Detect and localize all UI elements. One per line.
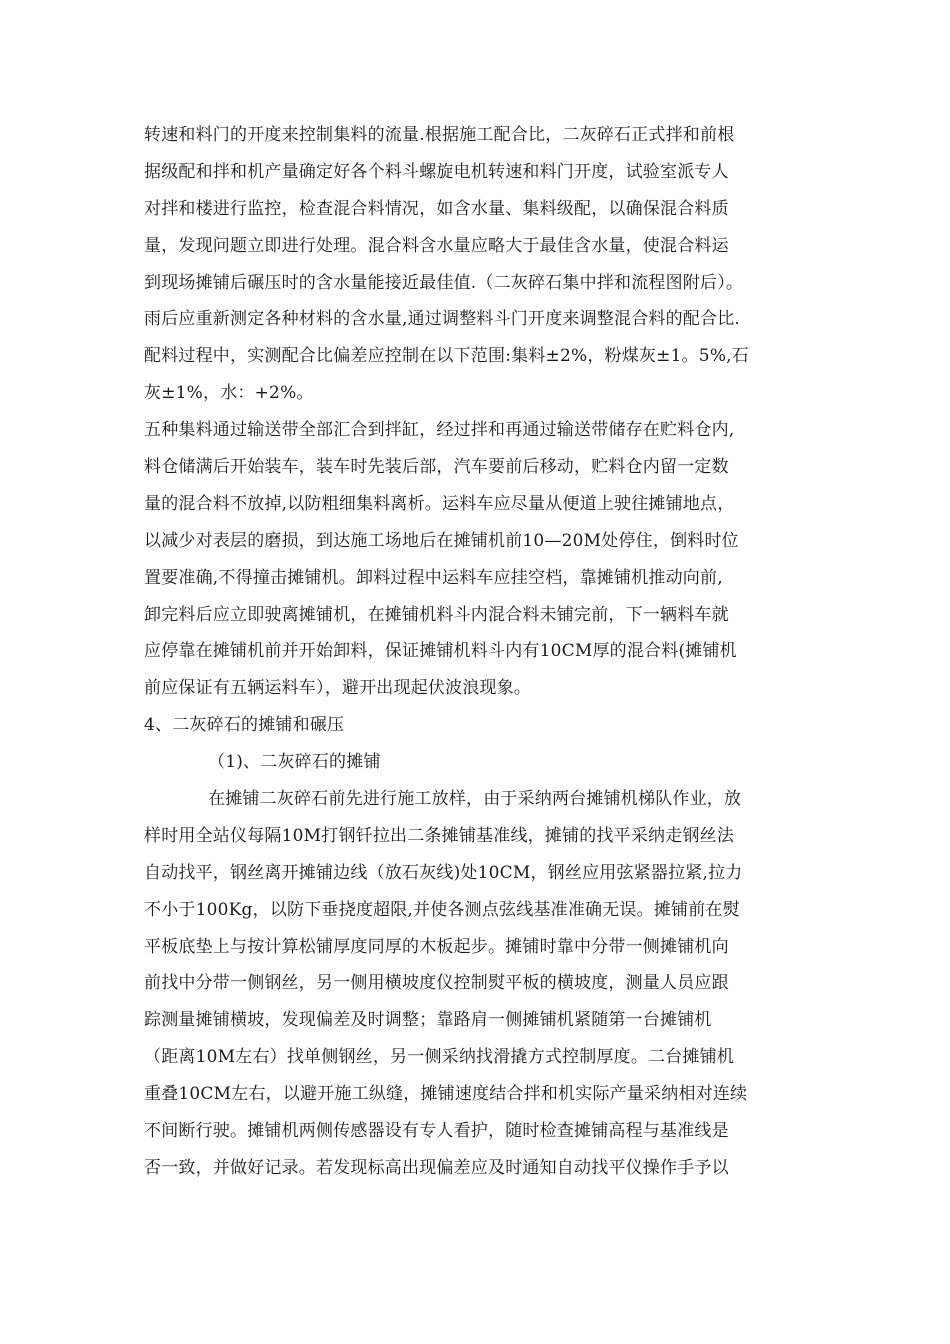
text-line: 前找中分带一侧钢丝，另一侧用横坡度仪控制熨平板的横坡度，测量人员应跟 xyxy=(144,973,729,994)
text-line: 量，发现问题立即进行处理。混合料含水量应略大于最佳含水量，使混合料运 xyxy=(144,235,729,256)
text-line: 置要准确,不得撞击摊铺机。卸料过程中运料车应挂空档，靠摊铺机推动向前, xyxy=(144,567,723,588)
text-line: 配料过程中，实测配合比偏差应控制在以下范围:集料±2%，粉煤灰±1。5%,石 xyxy=(144,346,749,367)
text-line: 五种集料通过输送带全部汇合到拌缸，经过拌和再通过输送带储存在贮料仓内, xyxy=(144,420,735,441)
text-line: 雨后应重新测定各种材料的含水量,通过调整料斗门开度来调整混合料的配合比. xyxy=(144,309,741,330)
text-line: 踪测量摊铺横坡，发现偏差及时调整；靠路肩一侧摊铺机紧随第一台摊铺机 xyxy=(144,1010,712,1031)
text-line: 应停靠在摊铺机前并开始卸料，保证摊铺机料斗内有10CM厚的混合料(摊铺机 xyxy=(144,641,737,662)
text-line: 前应保证有五辆运料车），避开出现起伏波浪现象。 xyxy=(144,678,532,699)
text-line: 自动找平，钢丝离开摊铺边线（放石灰线)处10CM，钢丝应用弦紧器拉紧,拉力 xyxy=(144,862,743,883)
section-heading: 4、二灰碎石的摊铺和碾压 xyxy=(144,715,345,736)
text-line: 样时用全站仪每隔10M打钢钎拉出二条摊铺基准线，摊铺的找平采纳走钢丝法 xyxy=(144,825,735,846)
text-line: 在摊铺二灰碎石前先进行施工放样，由于采纳两台摊铺机梯队作业，放 xyxy=(208,789,742,810)
text-line: 到现场摊铺后碾压时的含水量能接近最佳值.（二灰碎石集中拌和流程图附后）。 xyxy=(144,272,744,293)
text-line: 以减少对表层的磨损，到达施工场地后在摊铺机前10—20M处停住，倒料时位 xyxy=(144,530,739,551)
text-line: （距离10M左右）找单侧钢丝，另一侧采纳找滑撬方式控制厚度。二台摊铺机 xyxy=(144,1047,735,1068)
text-line: 否一致，并做好记录。若发现标高出现偏差应及时通知自动找平仪操作手予以 xyxy=(144,1157,729,1178)
text-line: 料仓储满后开始装车，装车时先装后部，汽车要前后移动，贮料仓内留一定数 xyxy=(144,457,729,478)
subsection-heading: （1)、二灰碎石的摊铺 xyxy=(208,752,381,773)
text-line: 重叠10CM左右，以避开施工纵缝，摊铺速度结合拌和机实际产量采纳相对连续 xyxy=(144,1084,748,1105)
document-body xyxy=(144,117,824,1187)
text-line: 转速和料门的开度来控制集料的流量.根据施工配合比，二灰碎石正式拌和前根 xyxy=(144,125,735,145)
text-line: 不小于100Kg，以防下垂挠度超限,并使各测点弦线基准准确无误。摊铺前在熨 xyxy=(144,899,740,920)
text-line: 对拌和楼进行监控，检查混合料情况，如含水量、集料级配，以确保混合料质 xyxy=(144,198,729,219)
text-line: 平板底垫上与按计算松铺厚度同厚的木板起步。摊铺时靠中分带一侧摊铺机向 xyxy=(144,936,729,957)
text-line: 据级配和拌和机产量确定好各个料斗螺旋电机转速和料门开度，试验室派专人 xyxy=(144,161,729,182)
text-line: 量的混合料不放掉,以防粗细集料离析。运料车应尽量从便道上驶往摊铺地点， xyxy=(144,493,735,514)
text-line: 不间断行驶。摊铺机两侧传感器设有专人看护，随时检查摊铺高程与基准线是 xyxy=(144,1121,729,1142)
text-line: 灰±1%，水：+2%。 xyxy=(144,383,314,404)
text-line: 卸完料后应立即驶离摊铺机，在摊铺机料斗内混合料未铺完前，下一辆料车就 xyxy=(144,604,729,625)
